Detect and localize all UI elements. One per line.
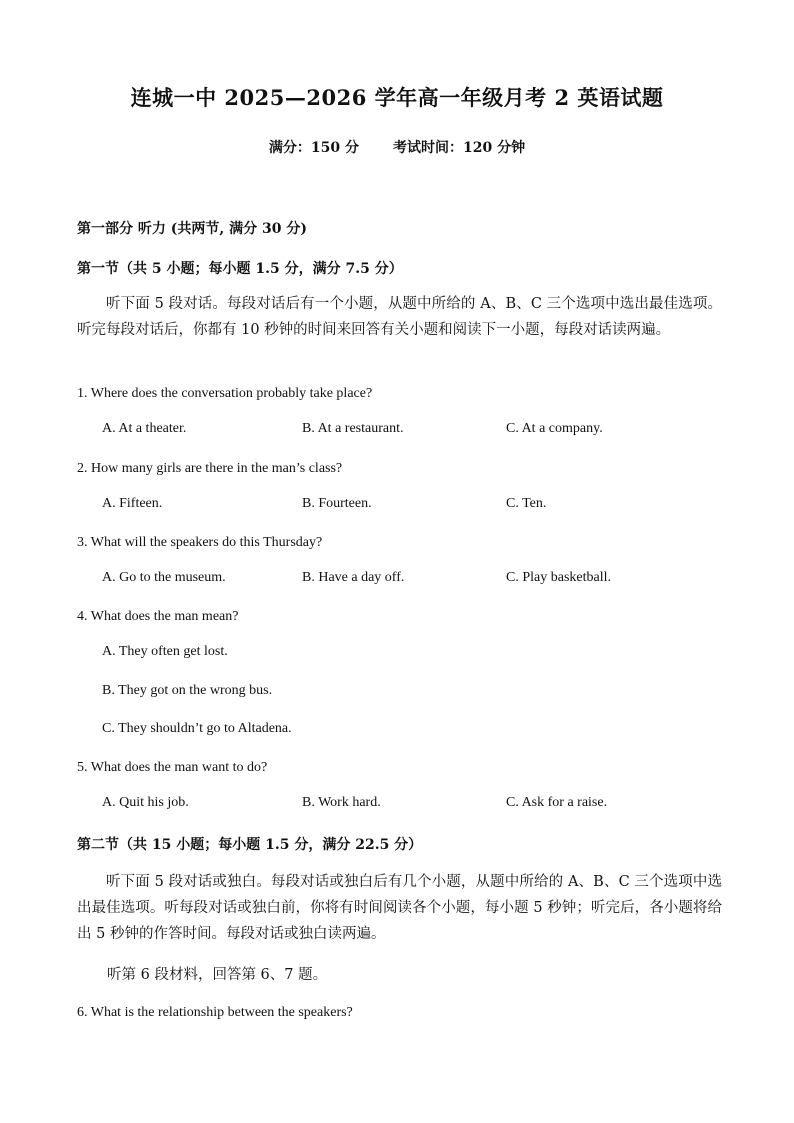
question-5-option-b: B. Work hard. [302, 795, 381, 810]
material-note: 听第 6 段材料，回答第 6、7 题。 [107, 967, 328, 983]
question-1-option-a: A. At a theater. [102, 421, 187, 436]
section2-heading: 第二节（共 15 小题；每小题 1.5 分，满分 22.5 分） [77, 837, 423, 853]
question-1: 1. Where does the conversation probably take place? [77, 386, 373, 401]
question-2-option-a: A. Fifteen. [102, 496, 163, 511]
question-5: 5. What does the man want to do? [77, 760, 268, 775]
question-4: 4. What does the man mean? [77, 609, 239, 624]
question-4-option-c: C. They shouldn’t go to Altadena. [102, 721, 292, 736]
question-3-option-a: A. Go to the museum. [102, 570, 226, 585]
question-2: 2. How many girls are there in the man’s class? [77, 461, 343, 476]
question-2-option-b: B. Fourteen. [302, 496, 372, 511]
question-2-option-c: C. Ten. [506, 496, 547, 511]
question-3-option-b: B. Have a day off. [302, 570, 405, 585]
question-1-option-b: B. At a restaurant. [302, 421, 404, 436]
question-4-option-b: B. They got on the wrong bus. [102, 683, 273, 698]
question-4-option-a: A. They often get lost. [102, 644, 228, 659]
exam-info [0, 137, 794, 157]
section1-heading: 第一节（共 5 小题；每小题 1.5 分，满分 7.5 分） [77, 261, 403, 277]
part1-heading: 第一部分 听力 (共两节, 满分 30 分) [77, 221, 307, 237]
question-1-option-c: C. At a company. [506, 421, 603, 436]
question-6: 6. What is the relationship between the speakers? [77, 1005, 353, 1020]
section2-instructions: 听下面 5 段对话或独白。每段对话或独白后有几个小题，从题中所给的 A、B、C 三个选项中选出最佳选项。听每段对话或独白前，你将有时间阅读各个小题，每小题 5 秒钟；听完后，各小题将给出 5 秒钟的作答时间。每段对话或独白读两遍。 [77, 874, 722, 942]
page-title: 连城一中 2025—2026 学年高一年级月考 2 英语试题 [130, 85, 664, 110]
question-5-option-a: A. Quit his job. [102, 795, 189, 810]
question-3: 3. What will the speakers do this Thursday? [77, 535, 323, 550]
section1-instructions: 听下面 5 段对话。每段对话后有一个小题，从题中所给的 A、B、C 三个选项中选出最佳选项。听完每段对话后，你都有 10 秒钟的时间来回答有关小题和阅读下一小题，每段对话读两遍。 [77, 296, 722, 338]
exam-time: 考试时间：120 分钟 [393, 140, 526, 156]
full-score: 满分：150 分 [268, 140, 359, 156]
question-3-option-c: C. Play basketball. [506, 570, 611, 585]
question-5-option-c: C. Ask for a raise. [506, 795, 608, 810]
